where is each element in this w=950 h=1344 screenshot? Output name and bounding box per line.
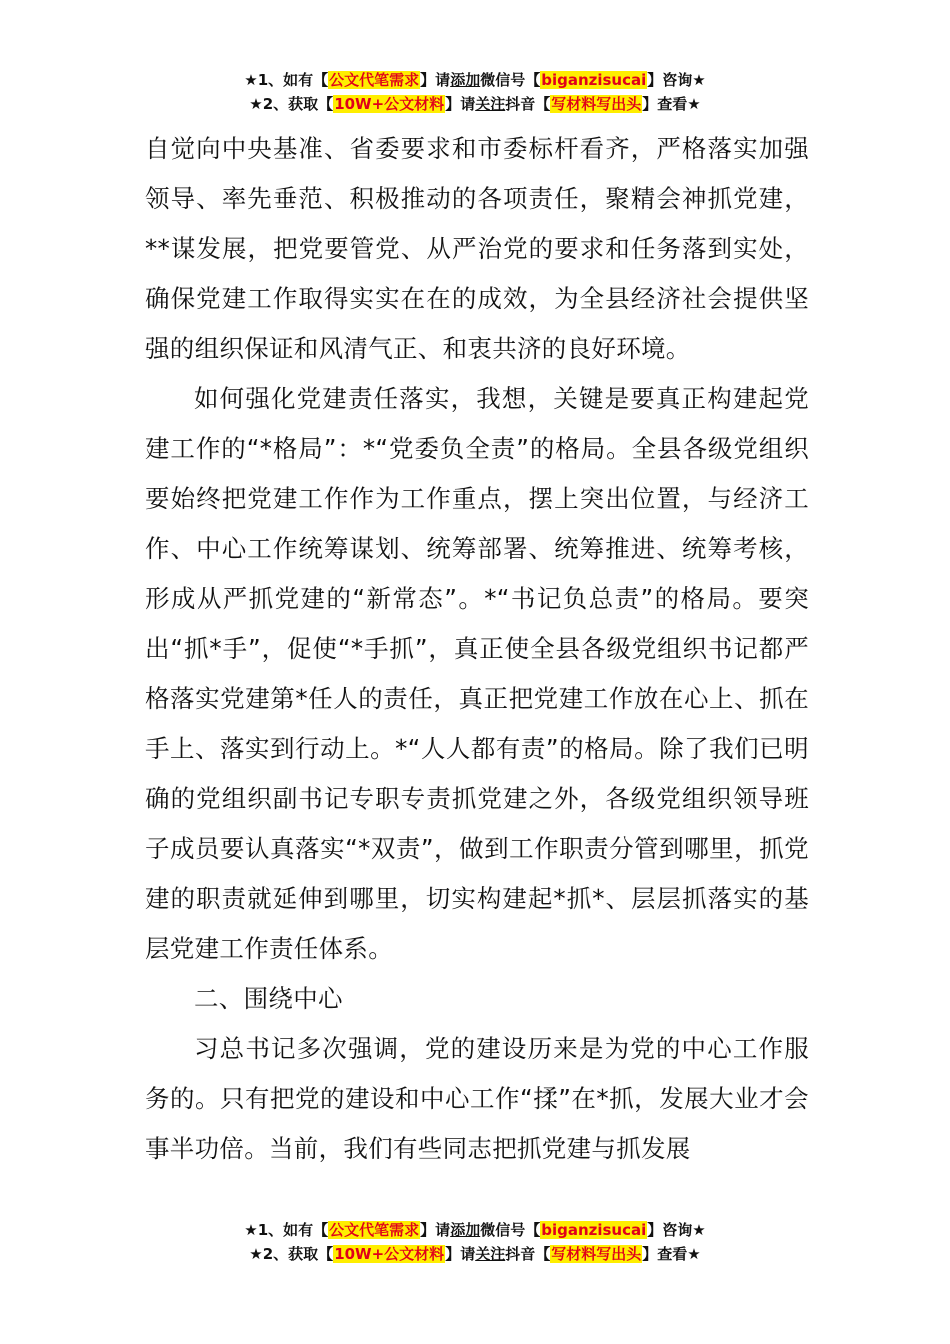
banner-text: 】请: [420, 1221, 451, 1239]
banner-text: 微信号【: [480, 1221, 541, 1239]
banner-highlight: biganzisucai: [541, 1221, 647, 1239]
banner-text: ★2、获取【: [249, 1245, 334, 1263]
banner-text: 】咨询★: [647, 71, 706, 89]
banner-text: 】请: [445, 1245, 476, 1263]
banner-underlined-text: 添加: [450, 71, 481, 89]
document-body: [145, 124, 809, 1174]
banner-text: 】请: [420, 71, 451, 89]
banner-text: 】查看★: [642, 95, 701, 113]
banner-highlight: 写材料写出头: [551, 95, 642, 113]
footer-banner-line-1: [0, 1219, 950, 1241]
banner-highlight: biganzisucai: [541, 71, 647, 89]
banner-highlight: 10W+公文材料: [334, 95, 445, 113]
banner-text: 】请: [445, 95, 476, 113]
banner-text: 】咨询★: [647, 1221, 706, 1239]
banner-underlined-text: 关注: [475, 1245, 506, 1263]
header-banner-line-1: [0, 69, 950, 91]
banner-text: 抖音【: [505, 95, 551, 113]
section-heading: 二、围绕中心: [194, 984, 343, 1013]
footer-banner-line-2: [0, 1243, 950, 1265]
banner-text: ★1、如有【: [244, 1221, 329, 1239]
header-banner-line-2: [0, 93, 950, 115]
banner-text: ★1、如有【: [244, 71, 329, 89]
banner-text: 微信号【: [480, 71, 541, 89]
banner-underlined-text: 关注: [475, 95, 506, 113]
banner-text: ★2、获取【: [249, 95, 334, 113]
banner-text: 】查看★: [642, 1245, 701, 1263]
banner-underlined-text: 添加: [450, 1221, 481, 1239]
banner-highlight: 写材料写出头: [551, 1245, 642, 1263]
banner-highlight: 公文代笔需求: [329, 1221, 420, 1239]
banner-highlight: 公文代笔需求: [329, 71, 420, 89]
banner-highlight: 10W+公文材料: [334, 1245, 445, 1263]
banner-text: 抖音【: [505, 1245, 551, 1263]
paragraph-continuation: 自觉向中央基准、省委要求和市委标杆看齐，严格落实加强领导、率先垂范、积极推动的各项责任，聚精会神抓党建，**谋发展，把党要管党、从严治党的要求和任务落到实处，确保党建工作取得实实在在的成效，为全县经济社会提供坚强的组织保证和风清气正、和衷共济的良好环境。: [145, 134, 809, 363]
paragraph-center-work: 习总书记多次强调，党的建设历来是为党的中心工作服务的。只有把党的建设和中心工作“揉”在*抓，发展大业才会事半功倍。当前，我们有些同志把抓党建与抓发展: [145, 1034, 809, 1163]
paragraph-responsibility-pattern: 如何强化党建责任落实，我想，关键是要真正构建起党建工作的“*格局”：*“党委负全责”的格局。全县各级党组织要始终把党建工作作为工作重点，摆上突出位置，与经济工作、中心工作统筹谋划、统筹部署、统筹推进、统筹考核，形成从严抓党建的“新常态”。*“书记负总责”的格局。要突出“抓*手”，促使“*手抓”，真正使全县各级党组织书记都严格落实党建第*任人的责任，真正把党建工作放在心上、抓在手上、落实到行动上。*“人人都有责”的格局。除了我们已明确的党组织副书记专职专责抓党建之外，各级党组织领导班子成员要认真落实“*双责”，做到工作职责分管到哪里，抓党建的职责就延伸到哪里，切实构建起*抓*、层层抓落实的基层党建工作责任体系。: [145, 384, 809, 963]
